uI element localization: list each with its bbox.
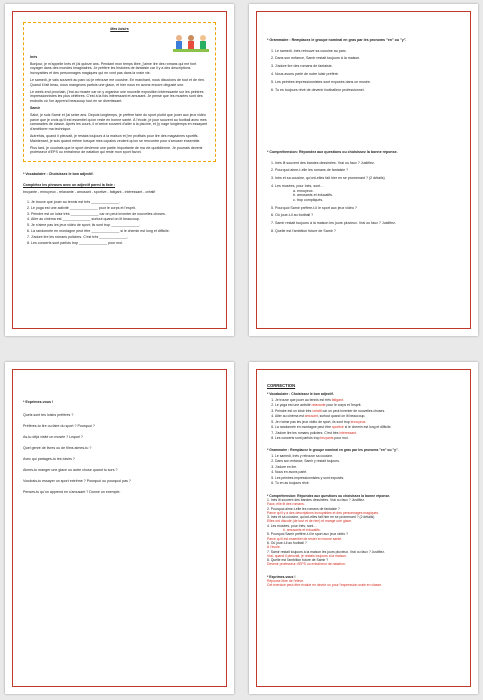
correction-answer: Devenir professeur d'EPS ou entraîneur de natation.: [267, 562, 346, 567]
express-question: Quel genre de livres ou de films aimes-tu ?: [23, 445, 92, 450]
samir-paragraph-1: Salut, je suis Samir et j'ai seize ans. Depuis longtemps, je préfère faire du sport plutôt que jouer aux jeux vidéo parce que je crois qu'il est essentiel qu'on reste en bonne santé. À l'école, je joue souvent au football avec mes camarades de classe. Après les cours, il m'arrive souvent d'aller à la piscine, et j'y nage longtemps en essayant d'améliorer ma technique.: [30, 113, 208, 131]
ines-paragraph-2: Le samedi, je vais souvent au parc où je retrouve me cousine. En marchant, nous discutons de tout et de rien. Quand il fait beau, nous mangeons parfois une glace, et hier nous en avons encore dégusté une.: [30, 77, 205, 87]
correction-grammar-list: [267, 454, 460, 486]
correction-answer: Vrai, quand il pleuvait, je restais toujours à la maison.: [267, 553, 347, 558]
correction-vocab-item: 1. Je trouve que jouer au tennis est très fatigant.: [275, 398, 460, 402]
express-question: As-tu déjà visité un musée ? Lequel ?: [23, 434, 83, 439]
correction-answer: Parce qu'il est essentiel de rester en bonne santé.: [267, 536, 343, 541]
express-question: Penses-tu qu'on apprend en s'amusant ? Donne un exemple.: [23, 490, 121, 495]
correction-vocab-item: 5. Je n'aime pas les jeux vidéo de sport, ils sont trop ennuyeux.: [275, 420, 460, 424]
samir-paragraph-3: Plus tard, je voudrais que le sport devienne une partie importante de ma vie quotidienne. Je pourrais devenir professeur d'EPS ou entraîneur de natation qui reste mon sport favori.: [30, 145, 203, 155]
ines-paragraph-3: Le week-end prochain, j'irai au musée car on y organise une nouvelle exposition intéressante sur les peintres impressionnistes les plus célèbres. C'est à la fois intéressant et amusant. Je pense que les musées sont des endroits où l'on apprend beaucoup tout en se divertissant.: [30, 89, 204, 103]
comprehension-title: * Compréhension: Répondez aux questions ou choisissez la bonne réponse.: [267, 150, 398, 155]
correction-vocab-item: 6. La randonnée en montagne peut être sportive si le chemin est long et difficile.: [275, 425, 460, 429]
comprehension-item: 1. Inès lit souvent des bandes dessinées. Vrai ou faux ? Justifiez.: [275, 161, 460, 166]
correction-comprehension-title: * Compréhension: Répondez aux questions ou choisissez la bonne réponse.: [267, 493, 391, 498]
correction-question: 1. Inès lit souvent des bandes dessinées. Vrai ou faux ? Justifiez.: [267, 497, 365, 502]
grammar-item: 3. J'adore lire des romans de fantaisie.: [275, 64, 460, 69]
correction-grammar-item: 5. Les peintres impressionnistes y sont exposés.: [275, 476, 460, 480]
correction-question: 4. Les musées, pour Inès, sont…: [267, 523, 317, 528]
worksheet-page-1: [5, 4, 234, 336]
express-question: Aimes-tu manger une glace ou autre chose quand tu sors ?: [23, 468, 118, 473]
vocab-item: 8. Les concerts sont parfois trop ______________ pour moi.: [31, 241, 216, 246]
grammar-item: 1. Le samedi, Inès retrouve sa cousine au parc.: [275, 49, 460, 54]
worksheet-page-2: [249, 4, 478, 336]
comprehension-item: 5. Pourquoi Samir préfère-t-il le sport aux jeux vidéo ?: [275, 206, 460, 211]
correction-vocab-item: 7. J'adore lire les romans policiers. C'est très intéressant.: [275, 431, 460, 435]
grammar-list: [267, 49, 460, 93]
ines-heading: Inès: [30, 54, 38, 59]
correction-question: 6. Où joue-t-il au football ?: [267, 540, 307, 545]
page-border: [12, 11, 227, 329]
ines-paragraph-1: Bonjour, je m'appelle Inès et j'ai quinze ans. Pendant mon temps libre, j'aime lire des romans qui me font voyager dans des mondes imaginaires. Je préfère les histoires de fantaisie car il y a des descriptions incroyables et des personnages magiques qui ne vont pas dans la vraie vie.: [30, 61, 197, 75]
comprehension-item: 7. Samir restait toujours à la maison les jours pluvieux. Vrai ou faux ? Justifiez.: [275, 221, 460, 226]
vocab-title: * Vocabulaire : Choisissez le bon adjectif.: [23, 172, 94, 177]
correction-question: 2. Pourquoi aime-t-elle les romans de fantaisie ?: [267, 506, 340, 511]
option-b: b. amusants et éducatifs.: [293, 193, 333, 198]
correction-grammar-item: 6. Tu en as toujours rêvé.: [275, 481, 460, 485]
vocab-item: 5. Je n'aime pas les jeux vidéo de sport; ils sont trop ______________.: [31, 223, 216, 228]
worksheet-page-3: [5, 362, 234, 694]
correction-vocab-item: 8. Les concerts sont parfois trop bruyants pour moi.: [275, 436, 460, 440]
correction-answer: À l'école.: [267, 545, 281, 550]
correction-title: CORRECTION: [267, 383, 296, 388]
vocab-item: 6. La randonnée en montagne peut être ______________ si le chemin est long et difficile.: [31, 229, 216, 234]
option-a: a. ennuyeux.: [293, 188, 314, 193]
express-question: Quels sont tes loisirs préférés ?: [23, 412, 74, 417]
correction-grammar-item: 3. J'adore en lire.: [275, 465, 460, 469]
vocab-item: 1. Je trouve que jouer au tennis est très ______________.: [31, 200, 216, 205]
samir-paragraph-2: Autrefois, quand il pleuvait, je restais toujours à la maison et j'en profitais pour lire des magazines sportifs. Maintenant, je suis quand même lorsque mes copains veulent qu'on se rencontre pour s'amuser ensemble.: [30, 133, 201, 143]
correction-vocab-item: 3. Peindre est un loisir très créatif car on peut inventer de nouvelles choses.: [275, 409, 460, 413]
correction-vocab-title: * Vocabulaire : Choisissez le bon adjectif.: [267, 392, 334, 397]
reading-text-box: [23, 22, 216, 162]
comprehension-item: 3. Inès et sa cousine, qu'ont-elles fait hier en se promenant ? (2 détails): [275, 176, 460, 181]
box-title: Mes loisirs: [110, 27, 129, 31]
comprehension-question: Les musées, pour Inès, sont…: [275, 184, 324, 189]
vocab-item: 7. J'adore lire les romans policiers. C'est très ______________.: [31, 235, 216, 240]
correction-question: 5. Pourquoi Samir préfère-t-il le sport aux jeux vidéo ?: [267, 532, 349, 537]
vocab-word-list: bruyante - ennuyeux - relaxante - amusant - sportive - fatigant - intéressant - créatif: [23, 190, 156, 195]
express-question: Voudrais-tu essayer un sport extrême ? Pourquoi ou pourquoi pas ?: [23, 479, 131, 484]
comprehension-item: 8. Quelle est l'ambition future de Samir ?: [275, 229, 460, 234]
page-border: [256, 369, 471, 687]
correction-answer: b. amusants et éducatifs.: [283, 528, 321, 533]
express-title: * Exprimez-vous !: [23, 400, 54, 404]
comprehension-item: [275, 184, 460, 202]
grammar-item: 6. Tu es toujours rêvé de devenir footballeur professionnel.: [275, 88, 460, 93]
vocab-list: [23, 200, 216, 245]
correction-answer: Parce qu'il y a des descriptions incroyables et des personnages magiques.: [267, 510, 380, 515]
illustration: [30, 34, 209, 52]
grammar-item: 5. Les peintres impressionnistes sont exposés dans ce musée.: [275, 80, 460, 85]
correction-grammar-item: 2. Dans son enfance, Samir y restait toujours.: [275, 459, 460, 463]
vocab-item: 3. Peindre est un loisir très ______________ car on peut inventer de nouvelles choses.: [31, 212, 216, 217]
vocab-item: 4. Aller au cinéma est ______________ surtout quand on lit beaucoup.: [31, 217, 216, 222]
correction-vocab-list: [267, 398, 460, 441]
correction-grammar-item: 1. Le samedi, Inès y retrouve sa cousine.: [275, 454, 460, 458]
page-border: [256, 11, 471, 329]
comprehension-item: 2. Pourquoi aime-t-elle les romans de fantaisie ?: [275, 168, 460, 173]
correction-question: 3. Inès et sa cousine, qu'ont-elles fait hier en se promenant ? (2 détails): [267, 515, 375, 520]
express-question: Préfères-tu lire ou faire du sport ? Pourquoi ?: [23, 423, 95, 428]
correction-question: 8. Quelle est l'ambition future de Samir ?: [267, 558, 329, 563]
correction-vocab-item: 4. Aller au cinéma est amusant, surtout quand on lit beaucoup.: [275, 414, 460, 418]
correction-grammar-title: * Grammaire : Remplacez le groupe nominal en gras par les pronoms "en" ou "y".: [267, 448, 399, 453]
correction-vocab-item: 2. Le yoga est une activité relaxante pour le corps et l'esprit.: [275, 403, 460, 407]
vocab-item: 2. Le yoga est une activité ______________ pour le corps et l'esprit.: [31, 206, 216, 211]
worksheet-page-4: [249, 362, 478, 694]
correction-grammar-item: 4. Nous en avons parlé.: [275, 470, 460, 474]
correction-answer: Elles ont discuté (de tout et de rien) et mangé une glace.: [267, 519, 353, 524]
option-c: c. trop compliqués.: [293, 197, 324, 202]
children-illustration: [173, 34, 209, 52]
comprehension-item: 6. Où joue-t-il au football ?: [275, 213, 460, 218]
samir-heading: Samir: [30, 105, 40, 110]
correction-express-line: Réponse libre de l'élève.: [267, 579, 305, 584]
grammar-item: 4. Nous avons parlé de notre loisir préféré.: [275, 72, 460, 77]
grammar-title: * Grammaire : Remplacez le groupe nominal en gras par les pronoms "en" ou "y".: [267, 38, 407, 42]
correction-express-line: Cet exercice peut-être évalué en devoir ou pour l'expression orale en classe.: [267, 583, 383, 588]
correction-question: 7. Samir restait toujours à la maison les jours pluvieux. Vrai ou faux ? Justifiez.: [267, 549, 385, 554]
comprehension-list: [267, 161, 460, 234]
correction-comprehension-list: [267, 498, 460, 567]
correction-answer: Faux, elle lit des romans.: [267, 502, 305, 507]
express-question: Avec qui partages-tu tes loisirs ?: [23, 456, 75, 461]
grammar-item: 2. Dans son enfance, Samir restait toujours à la maison.: [275, 56, 460, 61]
vocab-instruction: Complétez les phrases avec un adjectif parmi la liste :: [23, 182, 116, 187]
correction-express-title: * Exprimez-vous !: [267, 574, 296, 579]
page-border: [12, 369, 227, 687]
